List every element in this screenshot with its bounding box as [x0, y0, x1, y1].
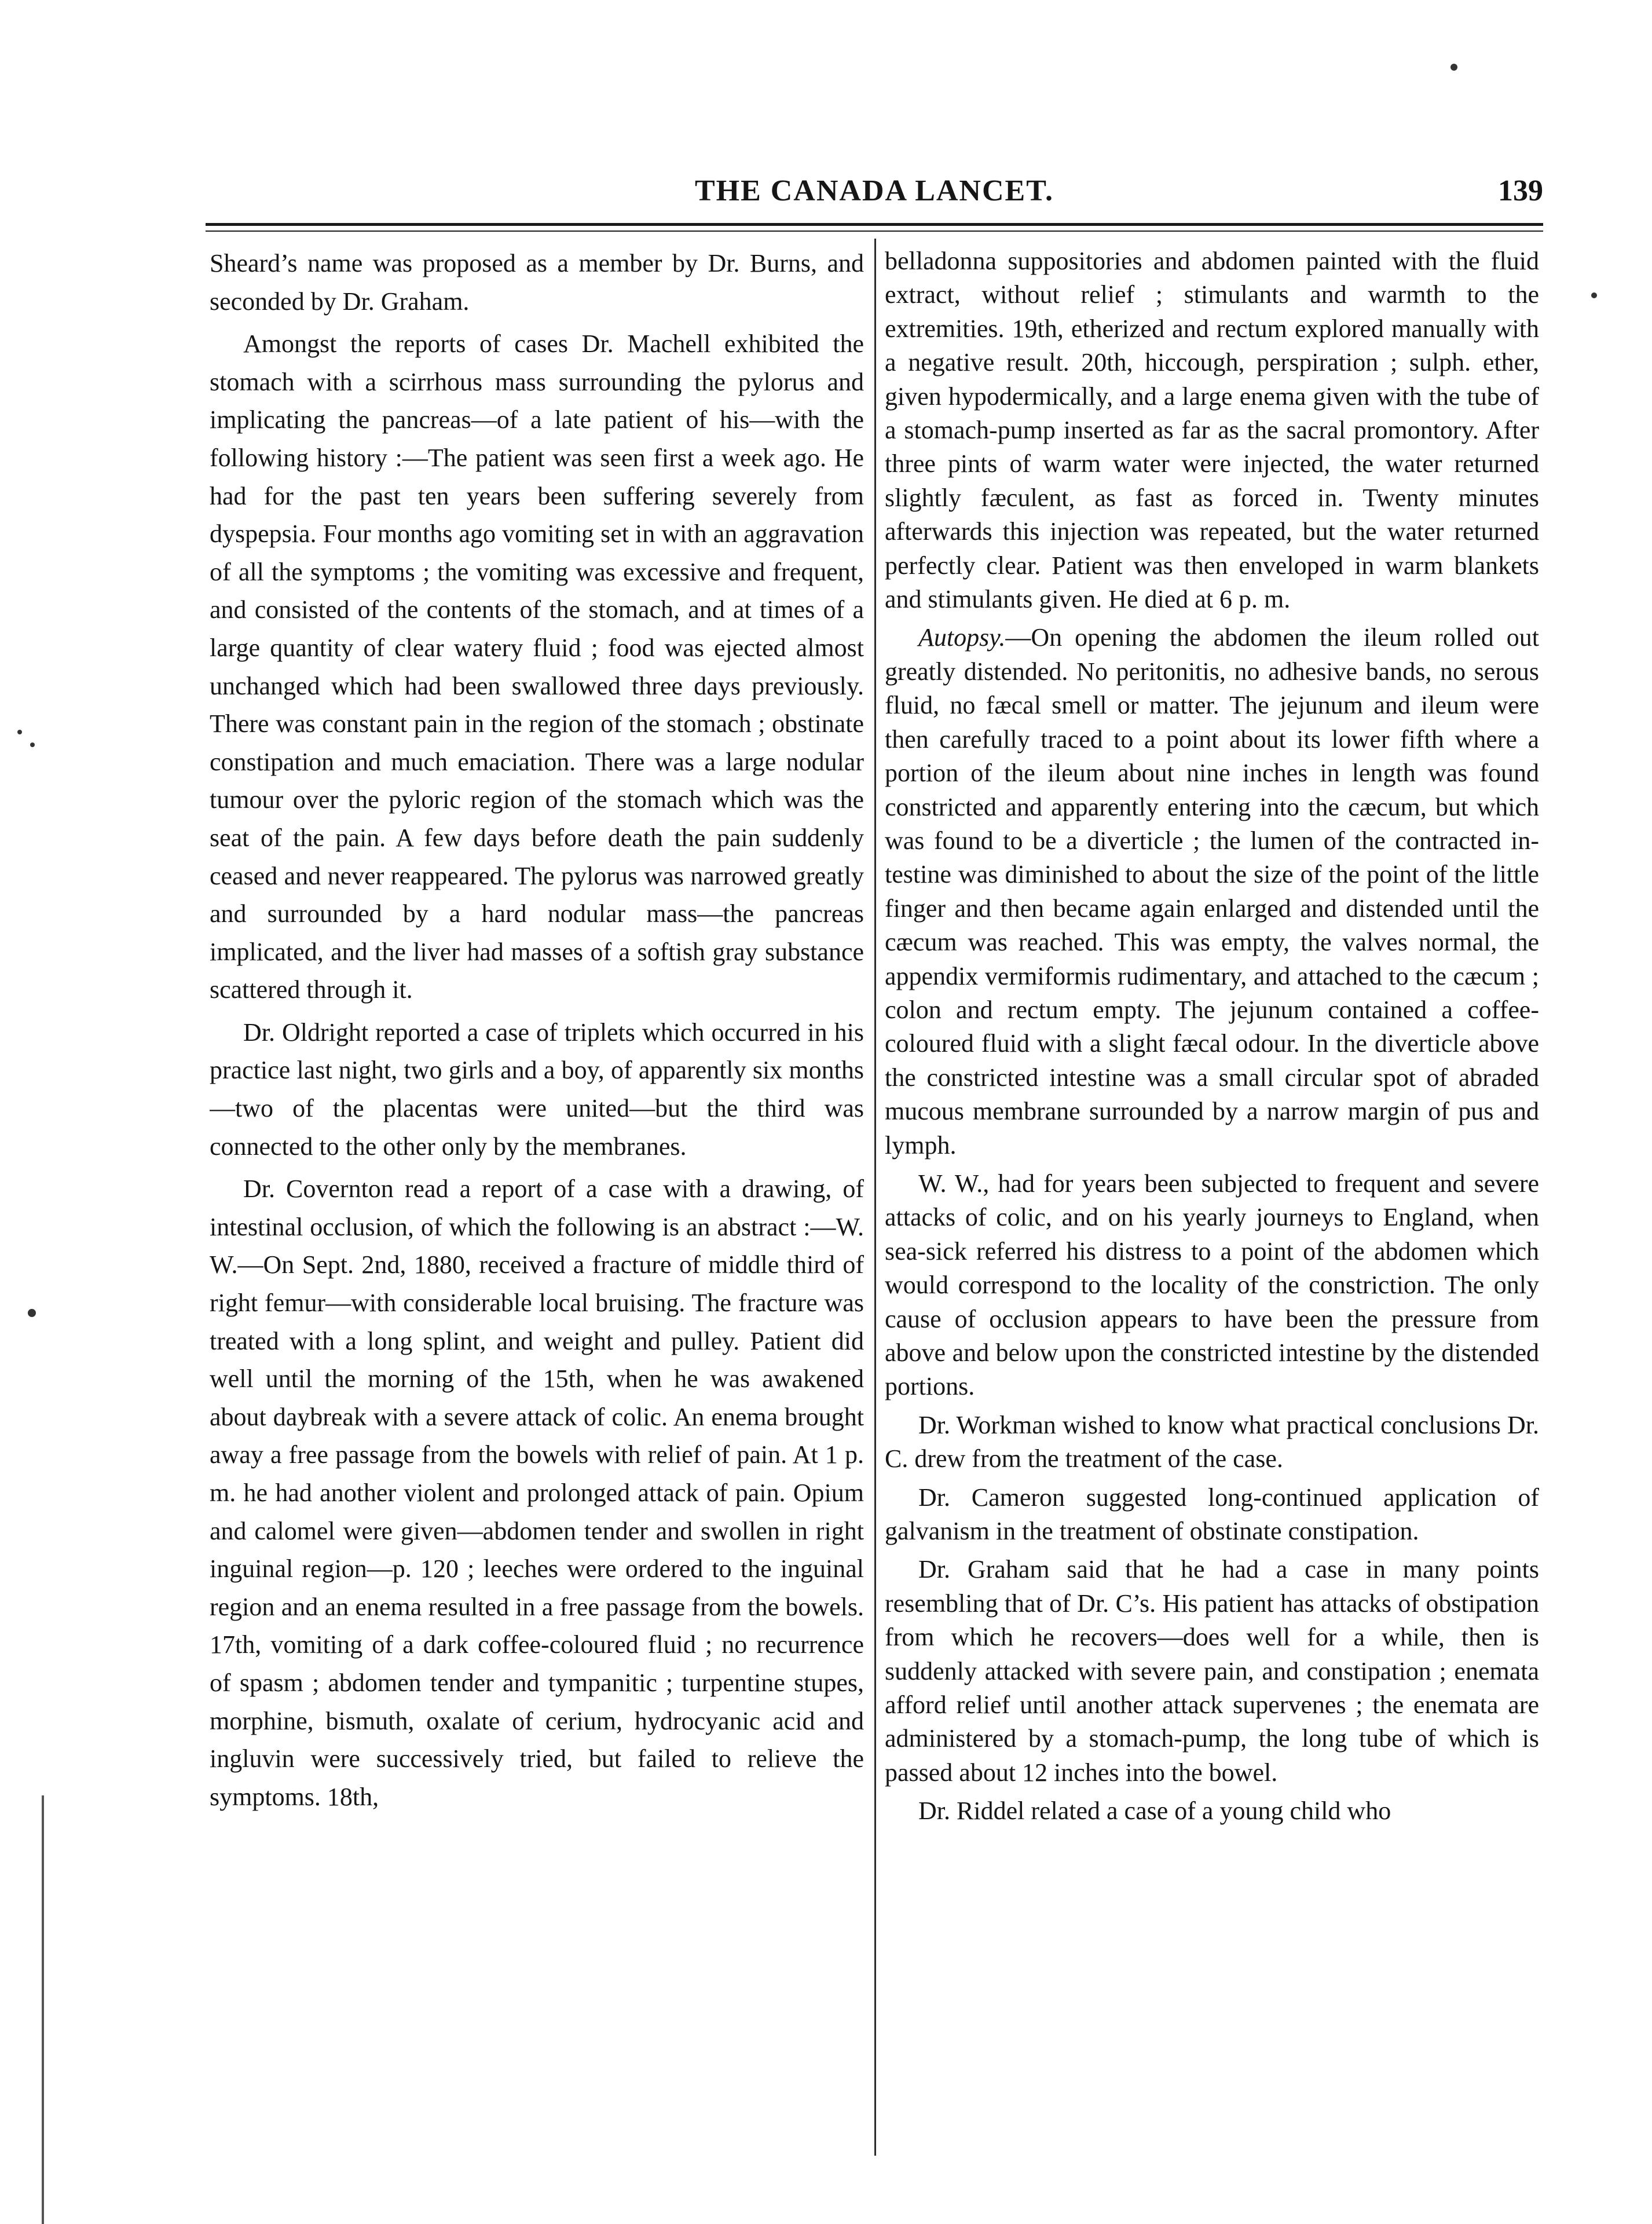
paragraph-riddel: Dr. Riddel related a case of a young child who: [918, 1797, 1391, 1826]
scan-speck: [1450, 64, 1457, 71]
right-column: [885, 244, 1539, 2156]
page-number: 139: [1498, 174, 1543, 207]
paragraph-graham: Dr. Graham said that he had a case in many points resembling that of Dr. C’s. His patient has attacks of obstipation from which he recovers—does well for a while, then is suddenly attacked with severe pain, and constipation ; enemata afford relief until another attack supervenes ; the enemata are administered by a stomach-pump, the long tube of which is passed about 12 inches into the bowel.: [885, 1555, 1539, 1787]
paragraph-machell: Amongst the reports of cases Dr. Machell exhibited the stomach with a scirrhous mass surrounding the pylorus and implicating the pancreas—of a late patient of his—with the following history :—The patient was seen first a week ago. He had for the past ten years been suffering severely from dyspepsia. Four months ago vomiting set in with an aggravation of all the symptoms ; the vomiting was excessive and frequent, and consisted of the contents of the stomach, and at times of a large quantity of clear watery fluid ; food was ejected almost unchanged which had been swallowed three days previously. There was constant pain in the region of the stomach ; obstinate constipation and much emaciation. There was a large nodular tumour over the pyloric region of the stomach which was the seat of the pain. A few days before death the pain suddenly ceased and never reappeared. The pylorus was narrowed greatly and surrounded by a hard nodular mass—the pancreas implicated, and the liver had masses of a softish gray substance scattered through it.: [210, 330, 864, 1004]
paragraph-oldright: Dr. Oldright reported a case of triplets which occurred in his practice last night, two girls and a boy, of apparently six months—two of the placentas were united—but the third was connected to the other only by the membranes.: [210, 1018, 864, 1161]
paragraph-sheard: Sheard’s name was proposed as a member by Dr. Burns, and seconded by Dr. Graham.: [210, 249, 864, 316]
paragraph-covernton: Dr. Covernton read a report of a case with a drawing, of intestinal occlusion, of which the following is an abstract :—W. W.—On Sept. 2nd, 1880, received a fracture of middle third of right femur—with considerable local bruising. The fracture was treated with a long splint, and weight and pulley. Patient did well until the morning of the 15th, when he was awakened about daybreak with a severe attack of colic. An enema brought away a free passage from the bowels with relief of pain. At 1 p. m. he had another violent and prolonged attack of pain. Opium and calomel were given—abdomen tender and swollen in right inguinal region—p. 120 ; leeches were ordered to the inguinal region and an enema resulted in a free passage from the bowels. 17th, vomiting of a dark coffee-coloured fluid ; no recurrence of spasm ; abdomen tender and tympanitic ; turpentine stupes, morphine, bismuth, oxalate of cerium, hydrocyanic acid and ingluvin were successively tried, but failed to relieve the symptoms. 18th,: [210, 1175, 864, 1811]
journal-title: THE CANADA LANCET.: [694, 174, 1054, 207]
scan-speck: [17, 730, 22, 734]
paragraph-workman: Dr. Workman wished to know what practical conclusions Dr. C. drew from the treatment of the case.: [885, 1410, 1539, 1473]
header-rule-thick: [206, 223, 1543, 226]
header-rule-thin: [206, 231, 1543, 232]
paragraph-autopsy: [885, 621, 1539, 1162]
left-column: [210, 244, 864, 2156]
paragraph-history: W. W., had for years been subjected to frequent and severe attacks of colic, and on his yearly journeys to England, when sea-sick referred his distress to a point of the abdomen which would correspond to the locality of the constriction. The only cause of occlusion appears to have been the pressure from above and below upon the constricted intestine by the distended portions.: [885, 1169, 1539, 1401]
scan-margin-line: [42, 1795, 44, 2224]
paragraph-cameron: Dr. Cameron suggested long-continued application of galvanism in the treatment of obstinate constipation.: [885, 1483, 1539, 1546]
column-divider: [874, 239, 876, 2156]
running-header: [206, 174, 1543, 220]
autopsy-text: —On opening the abdomen the ileum rolled out greatly distended. No peritonitis, no adhesive bands, no serous fluid, no fæcal smell or matter. The jejunum and ileum were then carefully traced to a point about its lower fifth where a portion of the ileum about nine inches in length was found constricted and apparently entering into the cæcum, but which was found to be a diverticle ; the lumen of the contracted intestine was diminished to about the size of the point of the little finger and then became again enlarged and distended until the cæcum was reached. This was empty, the valves normal, the appendix vermiformis rudimentary, and attached to the cæcum ; colon and rectum empty. The jejunum contained a coffee-coloured fluid with a slight fæcal odour. In the diverticle above the constricted intestine was a small circular spot of abraded mucous membrane surrounded by a narrow margin of pus and lymph.: [885, 623, 1539, 1159]
scan-speck: [30, 742, 35, 747]
scan-speck: [1591, 292, 1597, 298]
paragraph-continuation: belladonna suppositories and abdomen painted with the fluid extract, without relief ; stimulants and warmth to the extremities. 19th, etherized and rectum explored manually with a negative result. 20th, hiccough, perspiration ; sulph. ether, given hypodermically, and a large enema given with the tube of a stomach-pump inserted as far as the sacral promontory. After three pints of warm water were injected, the water returned slightly fæculent, as fast as forced in. Twenty minutes afterwards this injection was repeated, but the water returned perfectly clear. Patient was then enveloped in warm blankets and stimulants given. He died at 6 p. m.: [885, 247, 1539, 614]
scan-speck: [28, 1309, 36, 1317]
autopsy-lead: Autopsy.: [918, 623, 1006, 652]
